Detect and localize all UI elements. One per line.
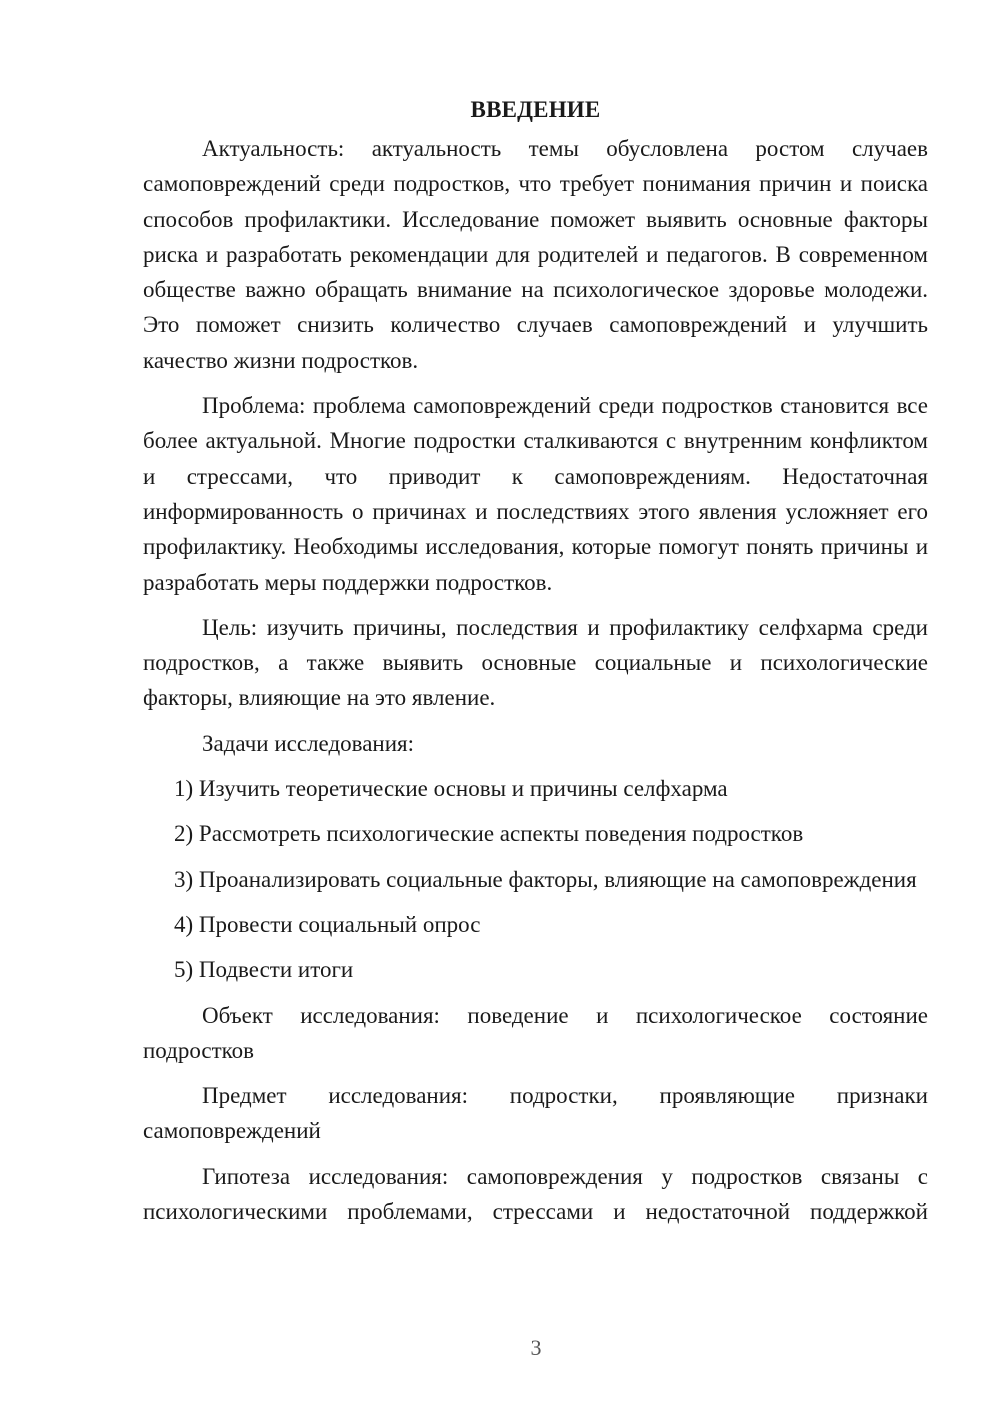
task-item-3: 3) Проанализировать социальные факторы, влияющие на самоповреждения: [174, 866, 917, 892]
paragraph-hypothesis: Гипотеза исследования: самоповреждения у подростков связаны с психологическими проблемами, стрессами и недостаточной поддержкой: [143, 1163, 928, 1225]
page-number: 3: [530, 1335, 542, 1360]
tasks-heading: Задачи исследования:: [202, 730, 415, 756]
task-item-4: 4) Провести социальный опрос: [174, 911, 481, 937]
document-page: [143, 95, 928, 1239]
task-item-5: 5) Подвести итоги: [174, 957, 354, 983]
page-title: ВВЕДЕНИЕ: [470, 97, 601, 122]
paragraph-subject: Предмет исследования: подростки, проявляющие признаки самоповреждений: [143, 1083, 928, 1144]
paragraph-relevance: Актуальность: актуальность темы обусловлена ростом случаев самоповреждений среди подростков, что требует понимания причин и поиска способов профилактики. Исследование поможет выявить основные факторы риска и разработать рекомендации для родителей и педагогов. В современном обществе важно обращать внимание на психологическое здоровье молодежи. Это поможет снизить количество случаев самоповреждений и улучшить качество жизни подростков.: [143, 136, 928, 373]
paragraph-goal: Цель: изучить причины, последствия и профилактику селфхарма среди подростков, а также выявить основные социальные и психологические факторы, влияющие на это явление.: [143, 614, 928, 711]
paragraph-problem: Проблема: проблема самоповреждений среди подростков становится все более актуальной. Многие подростки сталкиваются с внутренним конфликтом и стрессами, что приводит к самоповреждениям. Недостаточная информированность о причинах и последствиях этого явления усложняет его профилактику. Необходимы исследования, которые помогут понять причины и разработать меры поддержки подростков.: [143, 393, 928, 595]
task-item-2: 2) Рассмотреть психологические аспекты поведения подростков: [174, 821, 804, 847]
task-item-1: 1) Изучить теоретические основы и причины селфхарма: [174, 776, 728, 802]
paragraph-object: Объект исследования: поведение и психологическое состояние подростков: [143, 1002, 928, 1063]
